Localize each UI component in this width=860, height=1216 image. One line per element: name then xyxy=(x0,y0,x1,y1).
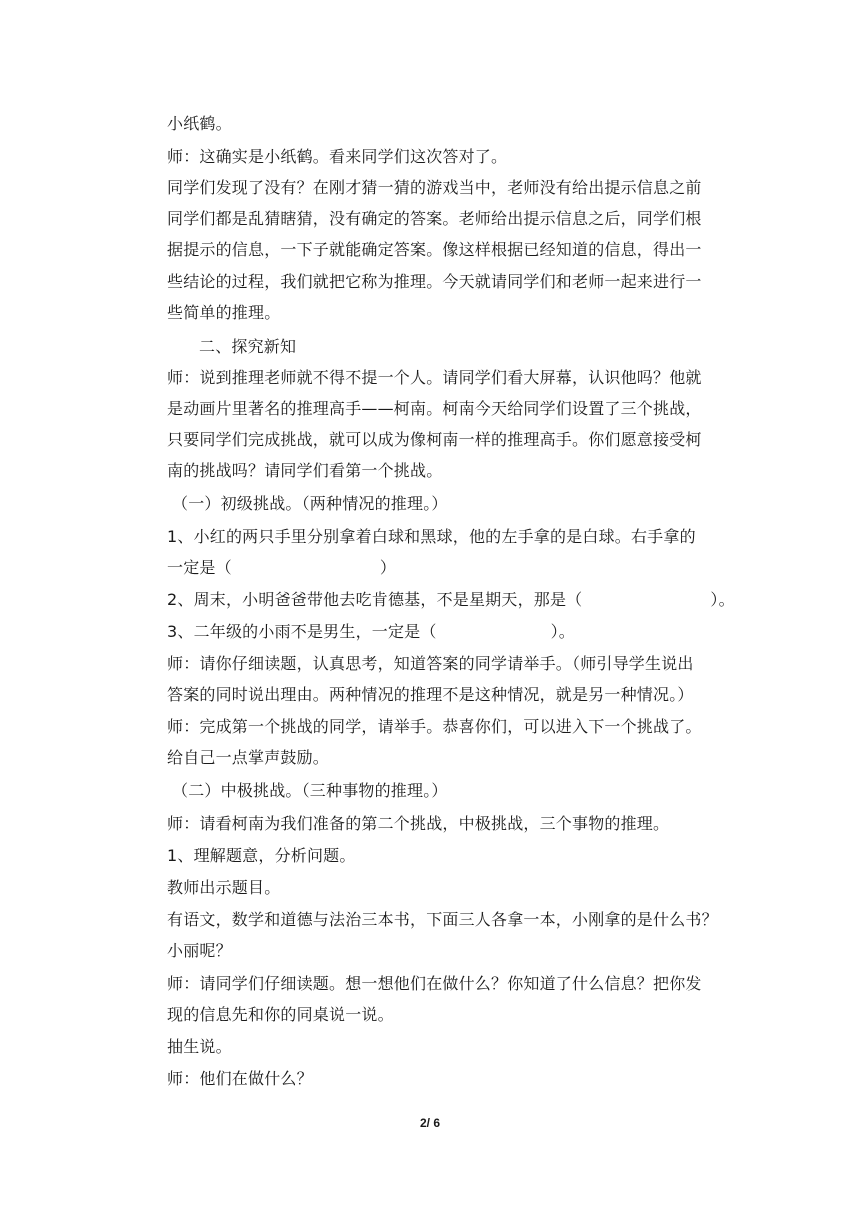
text-line: 有语文，数学和道德与法治三本书，下面三人各拿一本，小刚拿的是什么书？ xyxy=(167,910,718,929)
closing-paren: ） xyxy=(379,558,397,577)
subsection-heading: （一）初级挑战。（两种情况的推理。） xyxy=(172,494,448,513)
text-line: 师：请同学们仔细读题。想一想他们在做什么？你知道了什么信息？把你发 xyxy=(167,974,702,993)
subsection-heading: （二）中极挑战。（三种事物的推理。） xyxy=(172,781,448,800)
closing-paren: ）。 xyxy=(710,590,735,609)
text-line: 同学们发现了没有？在刚才猜一猜的游戏当中，老师没有给出提示信息之前 xyxy=(167,178,702,197)
text-line: 同学们都是乱猜瞎猜，没有确定的答案。老师给出提示信息之后，同学们根 xyxy=(167,209,702,228)
text-line: 师：这确实是小纸鹤。看来同学们这次答对了。 xyxy=(167,147,508,166)
text-line: 小纸鹤。 xyxy=(167,114,232,133)
text-line: 抽生说。 xyxy=(167,1037,232,1056)
question-text: 3、二年级的小雨不是男生，一定是（ xyxy=(167,622,437,641)
section-heading: 二、探究新知 xyxy=(199,337,297,356)
text-line: 只要同学们完成挑战，就可以成为像柯南一样的推理高手。你们愿意接受柯 xyxy=(167,430,702,449)
closing-paren: ）。 xyxy=(550,622,575,641)
text-line: 1、理解题意，分析问题。 xyxy=(167,846,356,865)
text-line: 南的挑战吗？请同学们看第一个挑战。 xyxy=(167,461,443,480)
text-line: 师：他们在做什么？ xyxy=(167,1069,313,1088)
text-line: 是动画片里著名的推理高手——柯南。柯南今天给同学们设置了三个挑战， xyxy=(167,399,702,418)
text-line: 师：完成第一个挑战的同学，请举手。恭喜你们，可以进入下一个挑战了。 xyxy=(167,717,702,736)
text-line: 些简单的推理。 xyxy=(167,303,281,322)
question-line xyxy=(167,621,733,643)
question-text: 一定是（ xyxy=(167,558,232,577)
text-line: 教师出示题目。 xyxy=(167,878,281,897)
text-line: 给自己一点掌声鼓励。 xyxy=(167,748,330,767)
text-line: 些结论的过程，我们就把它称为推理。今天就请同学们和老师一起来进行一 xyxy=(167,272,702,291)
text-line: 据提示的信息，一下子就能确定答案。像这样根据已经知道的信息，得出一 xyxy=(167,240,702,259)
question-text: 2、周末，小明爸爸带他去吃肯德基，不是星期天，那是（ xyxy=(167,590,583,609)
text-line: 现的信息先和你的同桌说一说。 xyxy=(167,1005,394,1024)
question-line xyxy=(167,557,733,579)
text-line: 答案的同时说出理由。两种情况的推理不是这种情况，就是另一种情况。） xyxy=(167,685,694,704)
question-line xyxy=(167,589,733,611)
text-line: 小丽呢？ xyxy=(167,941,232,960)
text-line: 师：请你仔细读题，认真思考，知道答案的同学请举手。（师引导学生说出 xyxy=(167,654,694,673)
text-line: 师：请看柯南为我们准备的第二个挑战，中极挑战，三个事物的推理。 xyxy=(167,814,670,833)
page-number: 2/ 6 xyxy=(419,1116,440,1130)
question-line: 1、小红的两只手里分别拿着白球和黑球，他的左手拿的是白球。右手拿的 xyxy=(167,527,696,546)
text-line: 师：说到推理老师就不得不提一个人。请同学们看大屏幕，认识他吗？他就 xyxy=(167,368,702,387)
